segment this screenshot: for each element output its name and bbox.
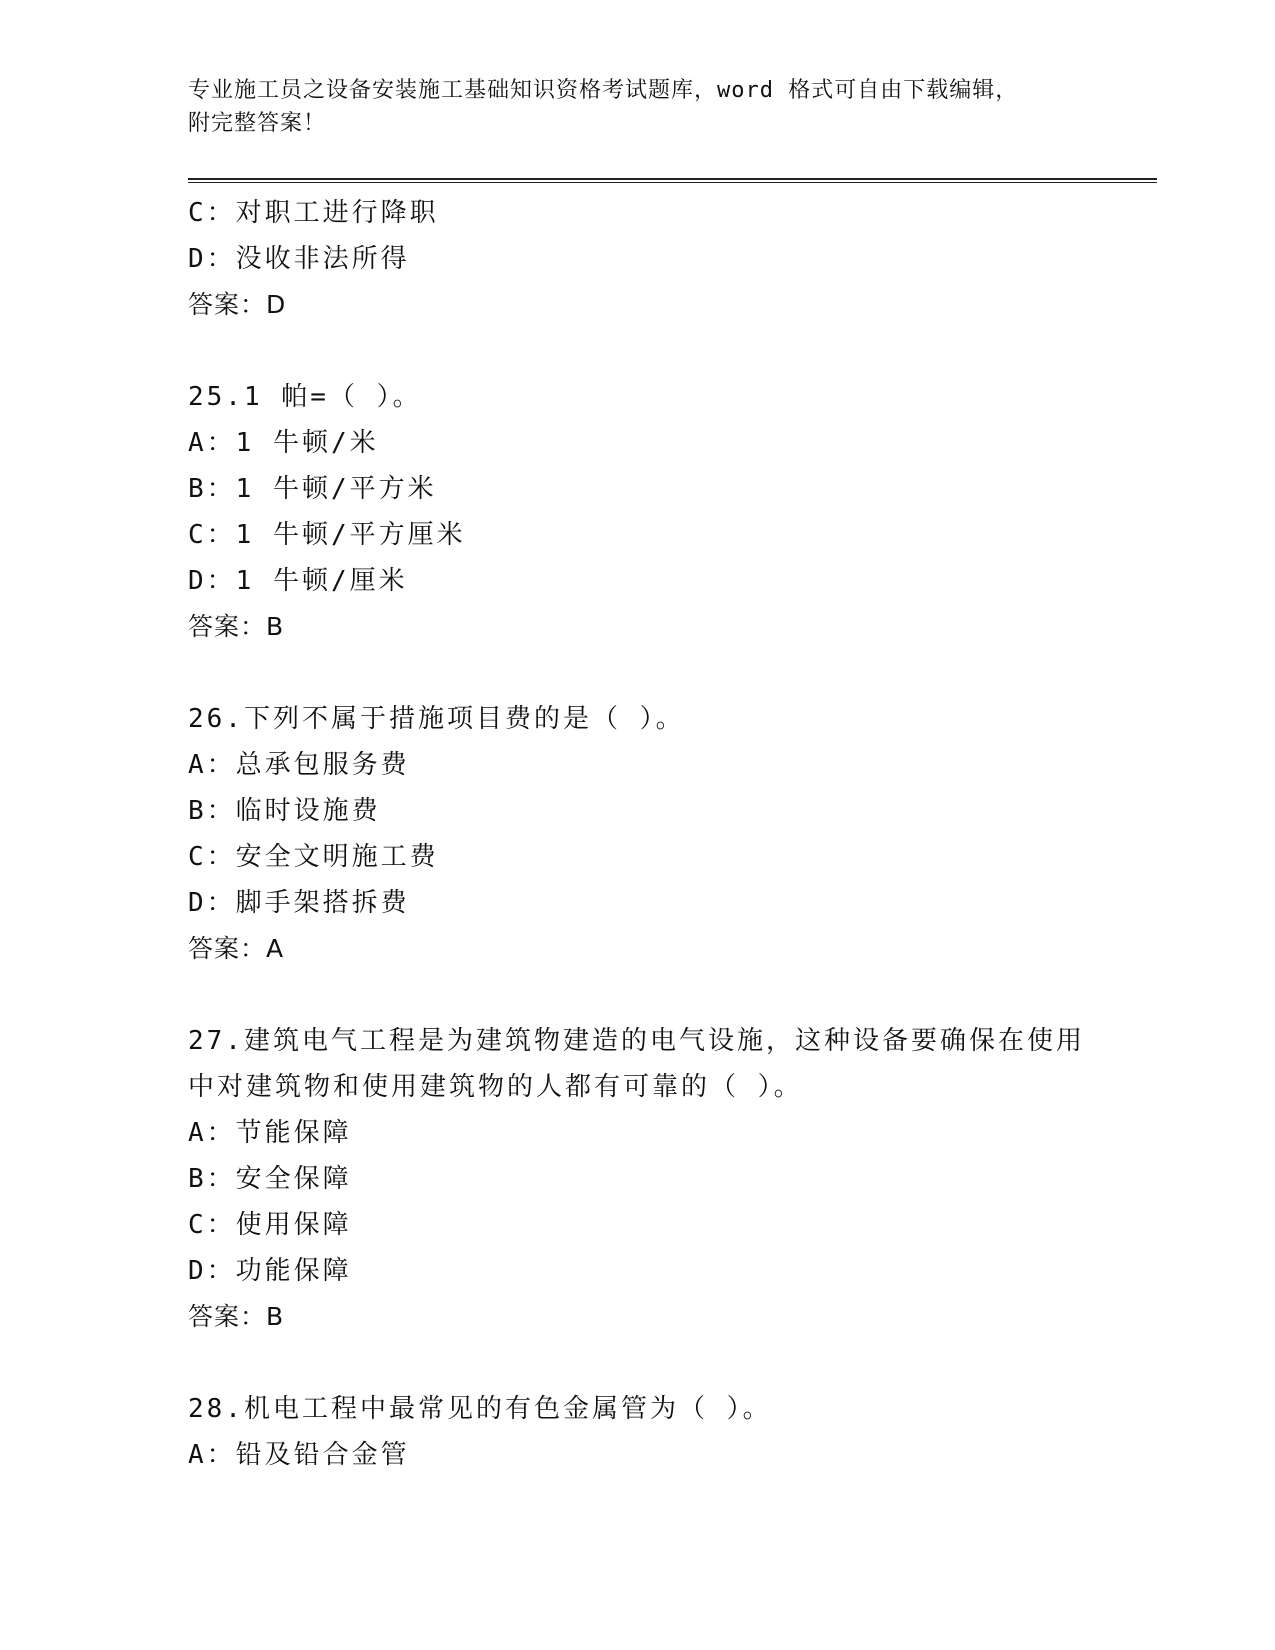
q26-option-c: C：安全文明施工费 <box>188 842 439 872</box>
question-list <box>188 190 1088 1478</box>
q24-option-c: C：对职工进行降职 <box>188 198 439 228</box>
q25-option-d: D：1 牛顿/厘米 <box>188 566 408 596</box>
q26-option-d: D：脚手架搭拆费 <box>188 888 410 918</box>
q25-option-c: C：1 牛顿/平方厘米 <box>188 520 466 550</box>
q27-stem: 27.建筑电气工程是为建筑物建造的电气设施，这种设备要确保在使用 中对建筑物和使用建筑物的人都有可靠的（ ）。 <box>188 1026 1085 1102</box>
q24-option-d: D：没收非法所得 <box>188 244 410 274</box>
spacer <box>188 328 1088 374</box>
q25-option-a: A：1 牛顿/米 <box>188 428 379 458</box>
q25-stem: 25.1 帕=（ ）。 <box>188 382 422 412</box>
q27-option-d: D：功能保障 <box>188 1256 352 1286</box>
q27-option-a: A：节能保障 <box>188 1118 352 1148</box>
q26-answer: 答案：A <box>188 934 285 963</box>
spacer <box>188 1340 1088 1386</box>
q27-option-c: C：使用保障 <box>188 1210 352 1240</box>
q26-stem: 26.下列不属于措施项目费的是（ ）。 <box>188 704 685 734</box>
spacer <box>188 972 1088 1018</box>
spacer <box>188 650 1088 696</box>
q27-option-b: B：安全保障 <box>188 1164 352 1194</box>
q26-option-a: A：总承包服务费 <box>188 750 410 780</box>
q28-stem: 28.机电工程中最常见的有色金属管为（ ）。 <box>188 1394 772 1424</box>
q26-option-b: B：临时设施费 <box>188 796 381 826</box>
q25-option-b: B：1 牛顿/平方米 <box>188 474 437 504</box>
header-rule-thick <box>188 178 1157 180</box>
q28-option-a: A：铅及铅合金管 <box>188 1440 410 1470</box>
page-header: 专业施工员之设备安装施工基础知识资格考试题库，word 格式可自由下载编辑， 附完整答案！ <box>188 78 1019 136</box>
header-rule-thin <box>188 182 1157 183</box>
q24-answer: 答案：D <box>188 290 287 319</box>
q27-answer: 答案：B <box>188 1302 285 1331</box>
q25-answer: 答案：B <box>188 612 285 641</box>
